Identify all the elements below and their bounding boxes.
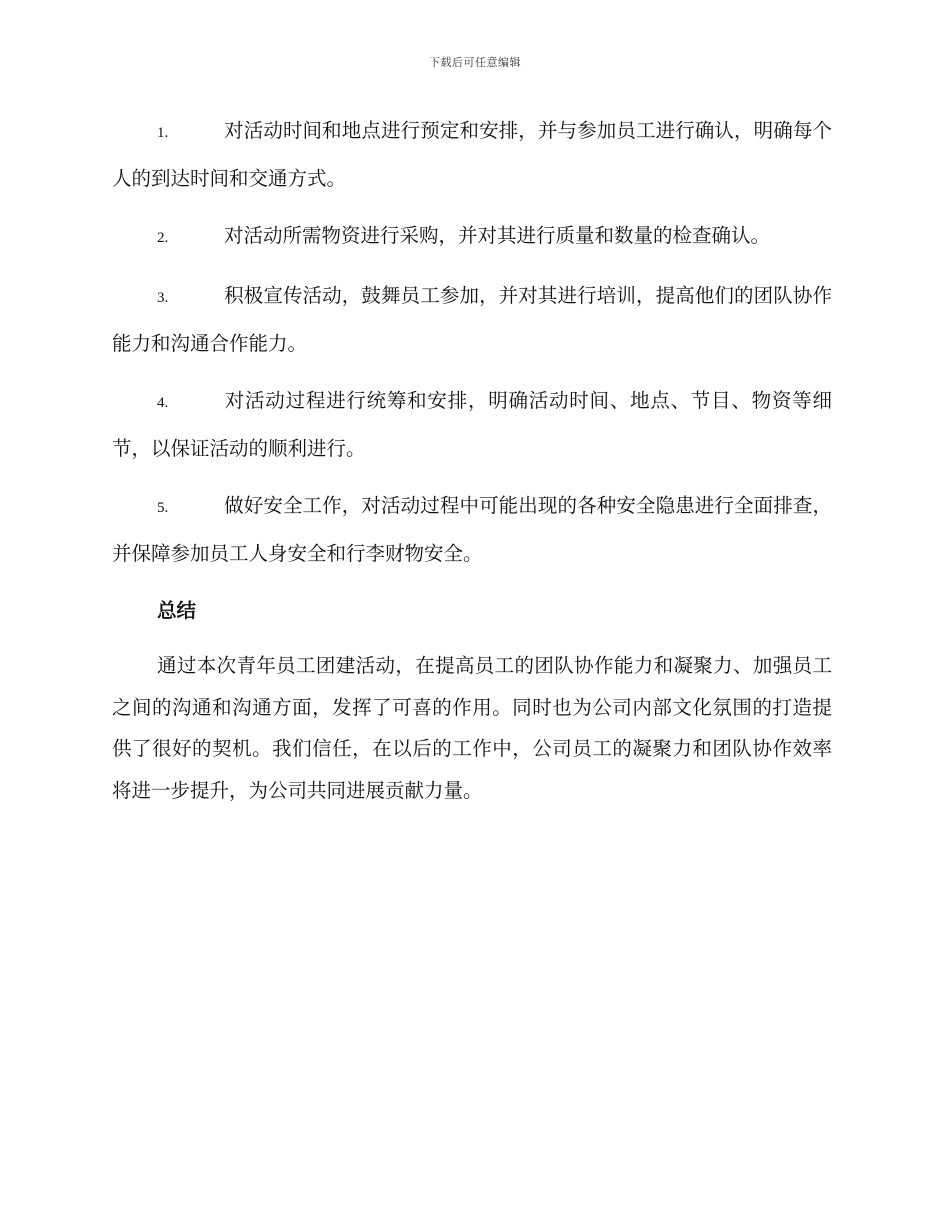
list-number: 1. bbox=[157, 125, 169, 141]
list-item-text: 积极宣传活动，鼓舞员工参加，并对其进行培训，提高他们的团队协作能力和沟通合作能力。 bbox=[112, 284, 832, 355]
list-number: 4. bbox=[157, 395, 169, 411]
list-item bbox=[112, 483, 832, 576]
list-number: 2. bbox=[157, 230, 169, 246]
summary-paragraph: 通过本次青年员工团建活动，在提高员工的团队协作能力和凝聚力、加强员工之间的沟通和沟通方面，发挥了可喜的作用。同时也为公司内部文化氛围的打造提供了很好的契机。我们信任，在以后的工作中，公司员工的凝聚力和团队协作效率将进一步提升，为公司共同进展贡献力量。 bbox=[112, 654, 832, 802]
list-item-text: 对活动过程进行统筹和安排，明确活动时间、地点、节目、物资等细节，以保证活动的顺利进行。 bbox=[112, 389, 832, 460]
list-item bbox=[112, 213, 832, 261]
document-body bbox=[112, 108, 832, 811]
list-number: 5. bbox=[157, 500, 169, 516]
page-header-note: 下载后可任意编辑 bbox=[429, 56, 521, 69]
list-item-text: 对活动时间和地点进行预定和安排，并与参加员工进行确认，明确每个人的到达时间和交通方式。 bbox=[112, 119, 832, 190]
list-number: 3. bbox=[157, 290, 169, 306]
list-item bbox=[112, 273, 832, 366]
list-item bbox=[112, 378, 832, 471]
list-item-text: 对活动所需物资进行采购，并对其进行质量和数量的检查确认。 bbox=[224, 224, 771, 247]
list-item bbox=[112, 108, 832, 201]
list-item-text: 做好安全工作，对活动过程中可能出现的各种安全隐患进行全面排查，并保障参加员工人身安全和行李财物安全。 bbox=[112, 494, 832, 565]
section-title: 总结 bbox=[157, 599, 197, 622]
